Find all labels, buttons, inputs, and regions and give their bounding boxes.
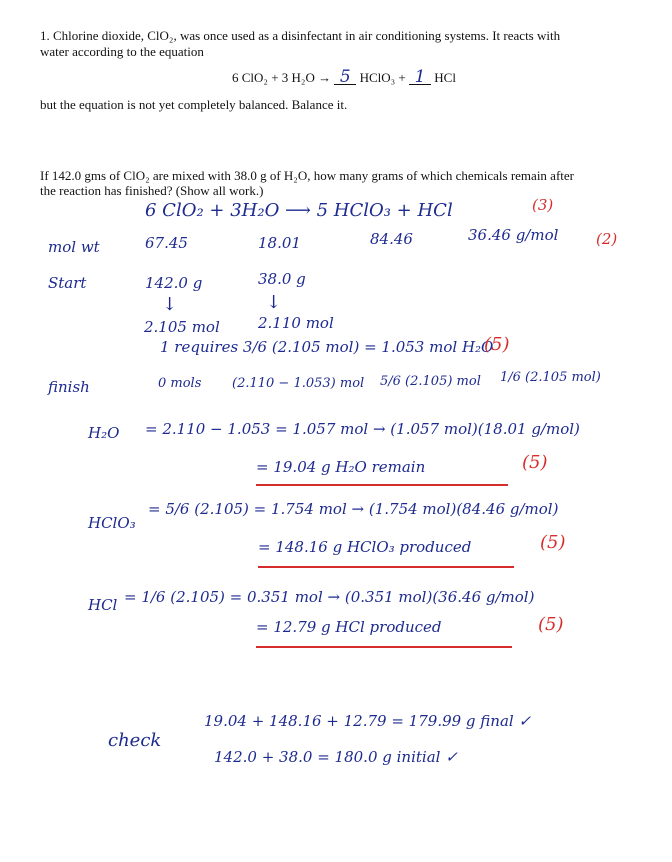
hclo3-line-2: = 148.16 g HClO₃ produced — [258, 538, 472, 556]
h2o-line-1: = 2.110 − 1.053 = 1.057 mol → (1.057 mol)(18.01 g/mol) — [145, 420, 580, 438]
mw-hcl: 36.46 g/mol — [468, 226, 559, 244]
underline-hclo3 — [258, 566, 514, 568]
coefficient-blank-hclo3: 5 — [334, 70, 356, 85]
check-line-2: 142.0 + 38.0 = 180.0 g initial ✓ — [214, 748, 458, 766]
h2o-line-2: = 19.04 g H₂O remain — [256, 458, 426, 476]
score-equation: (3) — [532, 196, 554, 214]
equation — [232, 67, 456, 87]
mw-h2o: 18.01 — [258, 234, 301, 252]
score-requires: (5) — [484, 334, 510, 355]
problem-line-3: but the equation is not yet completely balanced. Balance it. — [40, 97, 348, 112]
start-clo2: 142.0 g — [145, 274, 203, 292]
question-line-2: the reaction has finished? (Show all work.) — [40, 183, 264, 198]
underline-h2o — [256, 484, 508, 486]
equation-left: 6 ClO₂ + 3 H₂O → — [232, 70, 332, 85]
score-hcl: (5) — [538, 614, 564, 635]
mol-wt-label: mol wt — [48, 238, 100, 256]
score-h2o: (5) — [522, 452, 548, 473]
start-label: Start — [48, 274, 87, 292]
hcl-line-2: = 12.79 g HCl produced — [256, 618, 442, 636]
balanced-equation: 6 ClO₂ + 3H₂O ⟶ 5 HClO₃ + HCl — [145, 200, 453, 221]
check-line-1: 19.04 + 148.16 + 12.79 = 179.99 g final ✓ — [204, 712, 532, 730]
mw-hclo3: 84.46 — [370, 230, 413, 248]
h2o-label: H₂O — [88, 424, 120, 442]
fin-hclo3: 5/6 (2.105) mol — [380, 374, 481, 389]
hclo3-label: HClO₃ — [88, 514, 136, 532]
problem-line-1: 1. Chlorine dioxide, ClO₂, was once used as a disinfectant in air conditioning systems. It reacts with — [40, 28, 561, 43]
fin-h2o: (2.110 − 1.053) mol — [232, 376, 365, 391]
coefficient-blank-hcl: 1 — [409, 70, 431, 85]
mol-h2o: 2.110 mol — [258, 314, 334, 332]
arrow-down-h2o: ↓ — [266, 292, 282, 313]
hcl-label: HCl — [88, 596, 118, 614]
underline-hcl — [256, 646, 512, 648]
finish-label: finish — [48, 378, 90, 396]
equation-mid: HClO₃ + — [359, 70, 406, 85]
mw-clo2: 67.45 — [145, 234, 188, 252]
fin-clo2: 0 mols — [158, 376, 202, 391]
mol-clo2: 2.105 mol — [144, 318, 220, 336]
requires-line: 1 requires 3/6 (2.105 mol) = 1.053 mol H₂O — [160, 338, 494, 356]
score-hclo3: (5) — [540, 532, 566, 553]
fin-hcl: 1/6 (2.105 mol) — [500, 370, 601, 385]
equation-right: HCl — [434, 70, 456, 85]
score-molwt: (2) — [596, 230, 618, 248]
hclo3-line-1: = 5/6 (2.105) = 1.754 mol → (1.754 mol)(84.46 g/mol) — [148, 500, 559, 518]
problem-line-2: water according to the equation — [40, 44, 204, 59]
question-line-1: If 142.0 gms of ClO₂ are mixed with 38.0 g of H₂O, how many grams of which chemicals remain after — [40, 168, 574, 183]
start-h2o: 38.0 g — [258, 270, 306, 288]
hcl-line-1: = 1/6 (2.105) = 0.351 mol → (0.351 mol)(36.46 g/mol) — [124, 588, 535, 606]
arrow-down-clo2: ↓ — [162, 294, 178, 315]
check-label: check — [108, 730, 162, 751]
